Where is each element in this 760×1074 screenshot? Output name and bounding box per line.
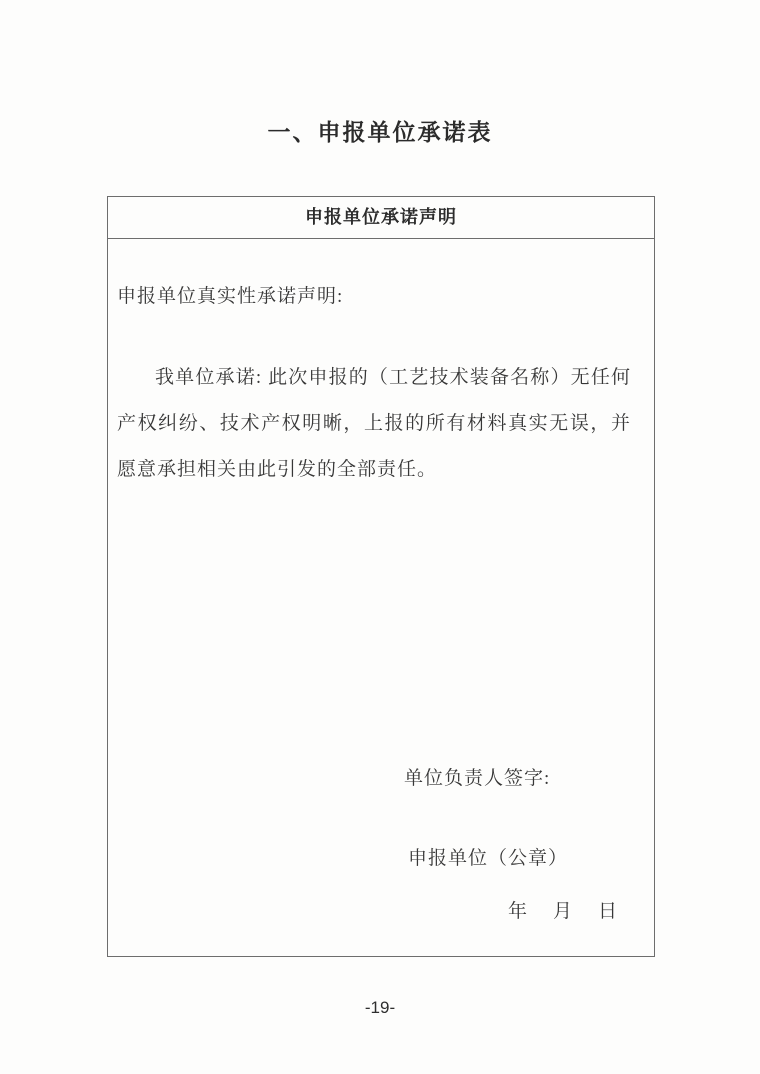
declaration-paragraph: 我单位承诺: 此次申报的（工艺技术装备名称）无任何产权纠纷、技术产权明晰，上报的所有材料真实无误，并愿意承担相关由此引发的全部责任。 <box>117 367 631 480</box>
declaration-heading: 申报单位真实性承诺声明: <box>117 286 344 307</box>
page-number: -19- <box>364 998 396 1017</box>
seal-label: 申报单位（公章） <box>408 848 569 869</box>
date-day: 日 <box>598 901 618 922</box>
form-body-cell <box>108 239 654 956</box>
date-line <box>508 896 617 923</box>
date-year: 年 <box>508 901 528 922</box>
date-month: 月 <box>553 901 573 922</box>
form-header-cell: 申报单位承诺声明 <box>108 197 654 239</box>
section-title: 一、申报单位承诺表 <box>267 119 493 145</box>
commitment-form-table <box>107 196 655 957</box>
signature-label: 单位负责人签字: <box>404 768 551 789</box>
